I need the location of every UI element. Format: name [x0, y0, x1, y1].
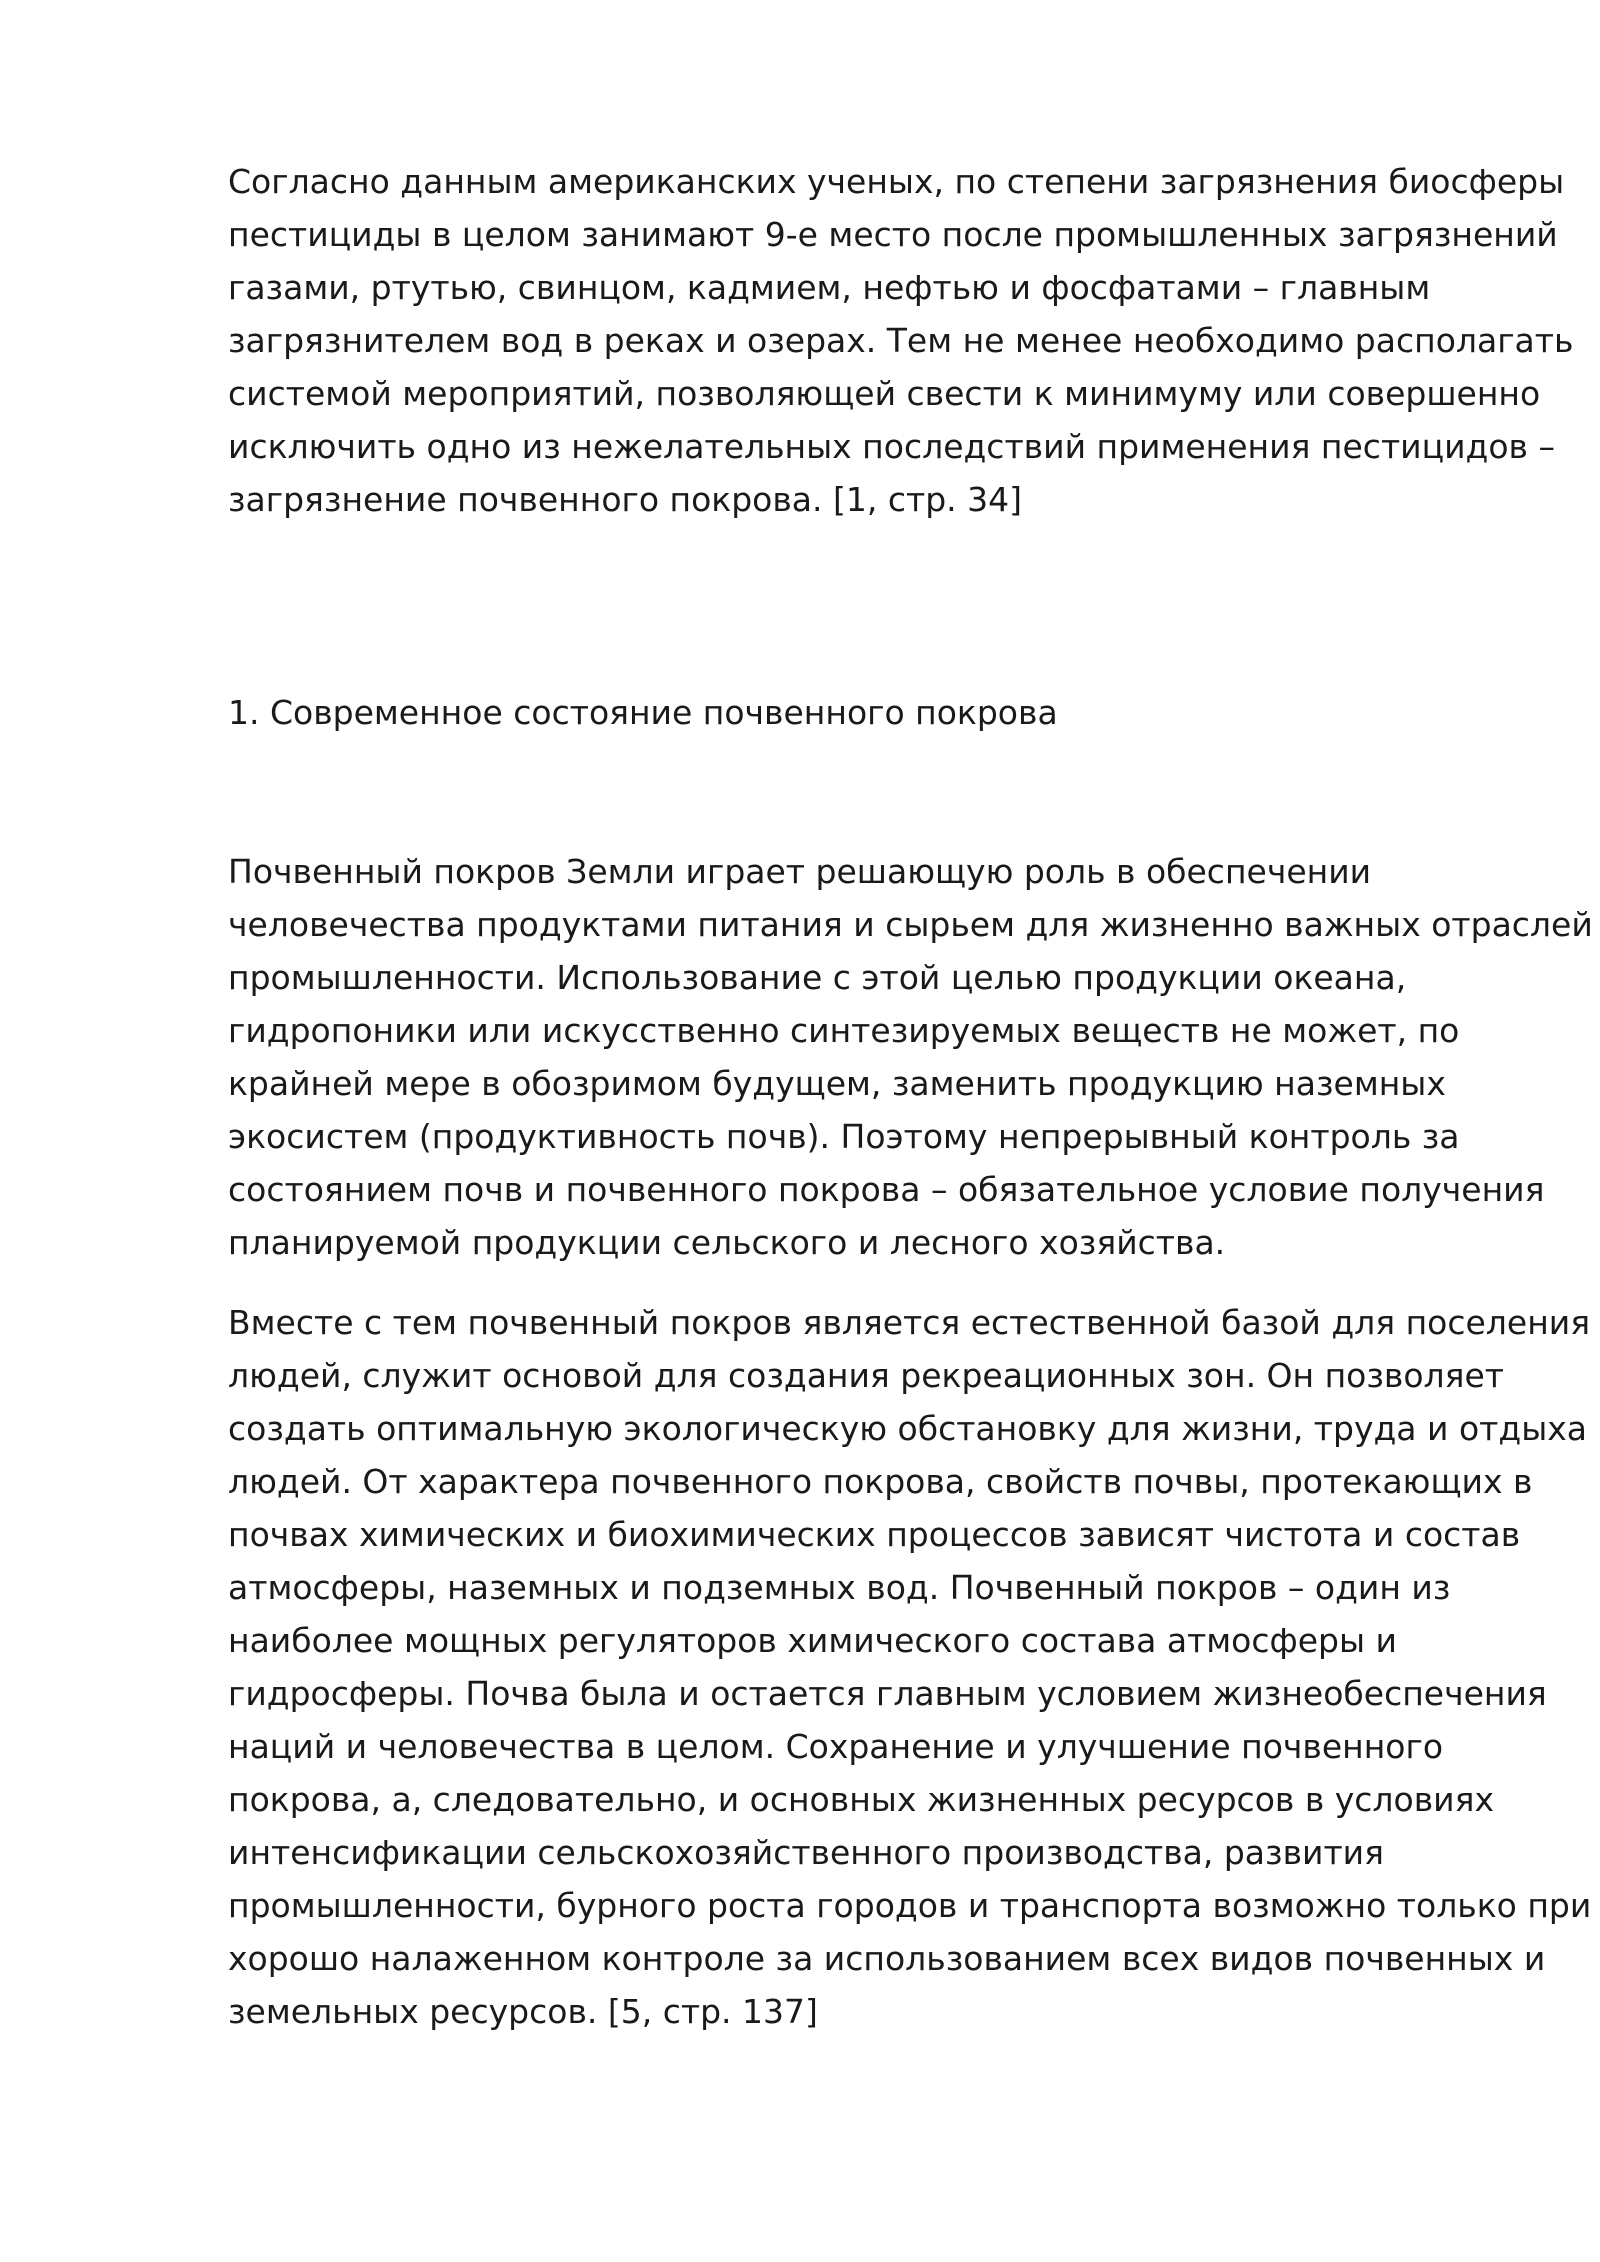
text-line: атмосферы, наземных и подземных вод. Почвенный покров – один из	[228, 1568, 1451, 1607]
text-line: планируемой продукции сельского и лесного хозяйства.	[228, 1223, 1226, 1262]
text-line: людей. От характера почвенного покрова, свойств почвы, протекающих в	[228, 1462, 1533, 1501]
section-heading: 1. Современное состояние почвенного покрова	[228, 693, 1058, 732]
text-line: исключить одно из нежелательных последствий применения пестицидов –	[228, 427, 1555, 466]
text-line: покрова, а, следовательно, и основных жизненных ресурсов в условиях	[228, 1780, 1494, 1819]
text-line: людей, служит основой для создания рекреационных зон. Он позволяет	[228, 1356, 1505, 1395]
text-line: Согласно данным американских ученых, по степени загрязнения биосферы	[228, 162, 1565, 201]
text-line: человечества продуктами питания и сырьем для жизненно важных отраслей	[228, 905, 1593, 944]
paragraph-settlement-base	[228, 1296, 1592, 2038]
text-line: загрязнителем вод в реках и озерах. Тем не менее необходимо располагать	[228, 321, 1574, 360]
text-line: Почвенный покров Земли играет решающую роль в обеспечении	[228, 852, 1372, 891]
document-body	[228, 155, 1593, 2038]
text-line: промышленности. Использование с этой целью продукции океана,	[228, 958, 1407, 997]
text-line: гидропоники или искусственно синтезируемых веществ не может, по	[228, 1011, 1460, 1050]
text-line: промышленности, бурного роста городов и транспорта возможно только при	[228, 1886, 1592, 1925]
text-line: крайней мере в обозримом будущем, заменить продукцию наземных	[228, 1064, 1446, 1103]
text-line: создать оптимальную экологическую обстановку для жизни, труда и отдыха	[228, 1409, 1587, 1448]
text-line: хорошо налаженном контроле за использованием всех видов почвенных и	[228, 1939, 1546, 1978]
text-line: почвах химических и биохимических процессов зависят чистота и состав	[228, 1515, 1521, 1554]
text-line: экосистем (продуктивность почв). Поэтому непрерывный контроль за	[228, 1117, 1460, 1156]
text-line: земельных ресурсов. [5, стр. 137]	[228, 1992, 818, 2031]
text-line: наций и человечества в целом. Сохранение и улучшение почвенного	[228, 1727, 1444, 1766]
text-line: наиболее мощных регуляторов химического состава атмосферы и	[228, 1621, 1397, 1660]
text-line: пестициды в целом занимают 9-е место после промышленных загрязнений	[228, 215, 1558, 254]
text-line: газами, ртутью, свинцом, кадмием, нефтью и фосфатами – главным	[228, 268, 1431, 307]
paragraph-intro	[228, 155, 1574, 526]
text-line: загрязнение почвенного покрова. [1, стр. 34]	[228, 480, 1023, 519]
text-line: состоянием почв и почвенного покрова – обязательное условие получения	[228, 1170, 1545, 1209]
text-line: Вместе с тем почвенный покров является естественной базой для поселения	[228, 1303, 1591, 1342]
paragraph-soil-cover	[228, 845, 1593, 1269]
text-line: гидросферы. Почва была и остается главным условием жизнеобеспечения	[228, 1674, 1547, 1713]
text-line: интенсификации сельскохозяйственного производства, развития	[228, 1833, 1384, 1872]
text-line: системой мероприятий, позволяющей свести к минимуму или совершенно	[228, 374, 1541, 413]
